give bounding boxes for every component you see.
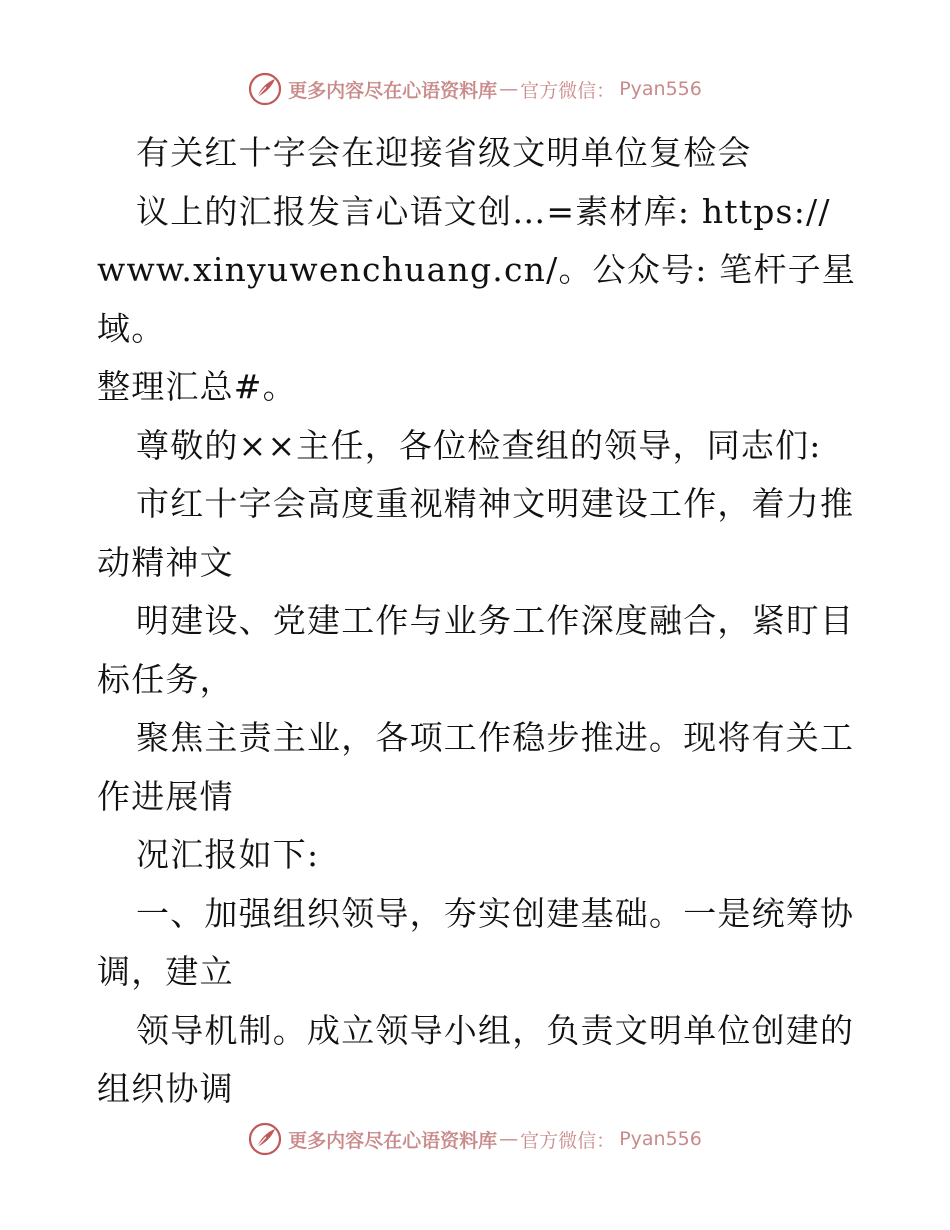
banner-wechat-label: 官方微信： bbox=[520, 1129, 616, 1152]
body-line: 市红十字会高度重视精神文明建设工作，着力推 bbox=[136, 484, 855, 523]
banner-dash: — bbox=[499, 1128, 519, 1150]
body-line: www.xinyuwenchuang.cn/。公众号: 笔杆子星域。 bbox=[97, 250, 857, 348]
body-line: 有关红十字会在迎接省级文明单位复检会 bbox=[136, 133, 752, 172]
body-line: 一、加强组织领导，夯实创建基础。一是统筹协 bbox=[136, 893, 855, 933]
banner-wechat-label: 官方微信： bbox=[520, 79, 616, 102]
banner-brand-text: 更多内容尽在心语资料库 bbox=[288, 1129, 498, 1152]
body-line: 况汇报如下: bbox=[136, 835, 320, 874]
banner-dash: — bbox=[499, 78, 519, 100]
banner-wechat-handle: Pyan556 bbox=[619, 78, 702, 100]
body-line: 整理汇总#。 bbox=[97, 367, 297, 406]
header-banner[interactable] bbox=[0, 72, 950, 106]
body-line: 明建设、党建工作与业务工作深度融合，紧盯目 bbox=[136, 601, 855, 640]
body-line: 聚焦主责主业，各项工作稳步推进。现将有关工 bbox=[136, 718, 855, 757]
body-line: 尊敬的××主任，各位检查组的领导，同志们: bbox=[136, 425, 822, 465]
body-line: 动精神文 bbox=[97, 542, 234, 582]
body-line: 组织协调 bbox=[97, 1069, 234, 1108]
feather-pen-logo-icon bbox=[248, 72, 282, 106]
body-line: 作进展情 bbox=[97, 776, 234, 816]
document-body bbox=[97, 124, 857, 1119]
feather-pen-logo-icon bbox=[248, 1122, 282, 1156]
body-line: 调，建立 bbox=[97, 952, 234, 991]
banner-wechat-handle: Pyan556 bbox=[619, 1128, 702, 1150]
body-line: 领导机制。成立领导小组，负责文明单位创建的 bbox=[136, 1010, 855, 1050]
banner-brand-text: 更多内容尽在心语资料库 bbox=[288, 79, 498, 102]
footer-banner[interactable] bbox=[0, 1122, 950, 1156]
body-line: 标任务， bbox=[97, 659, 234, 699]
body-line: 议上的汇报发言心语文创…=素材库: https:// bbox=[136, 191, 831, 231]
